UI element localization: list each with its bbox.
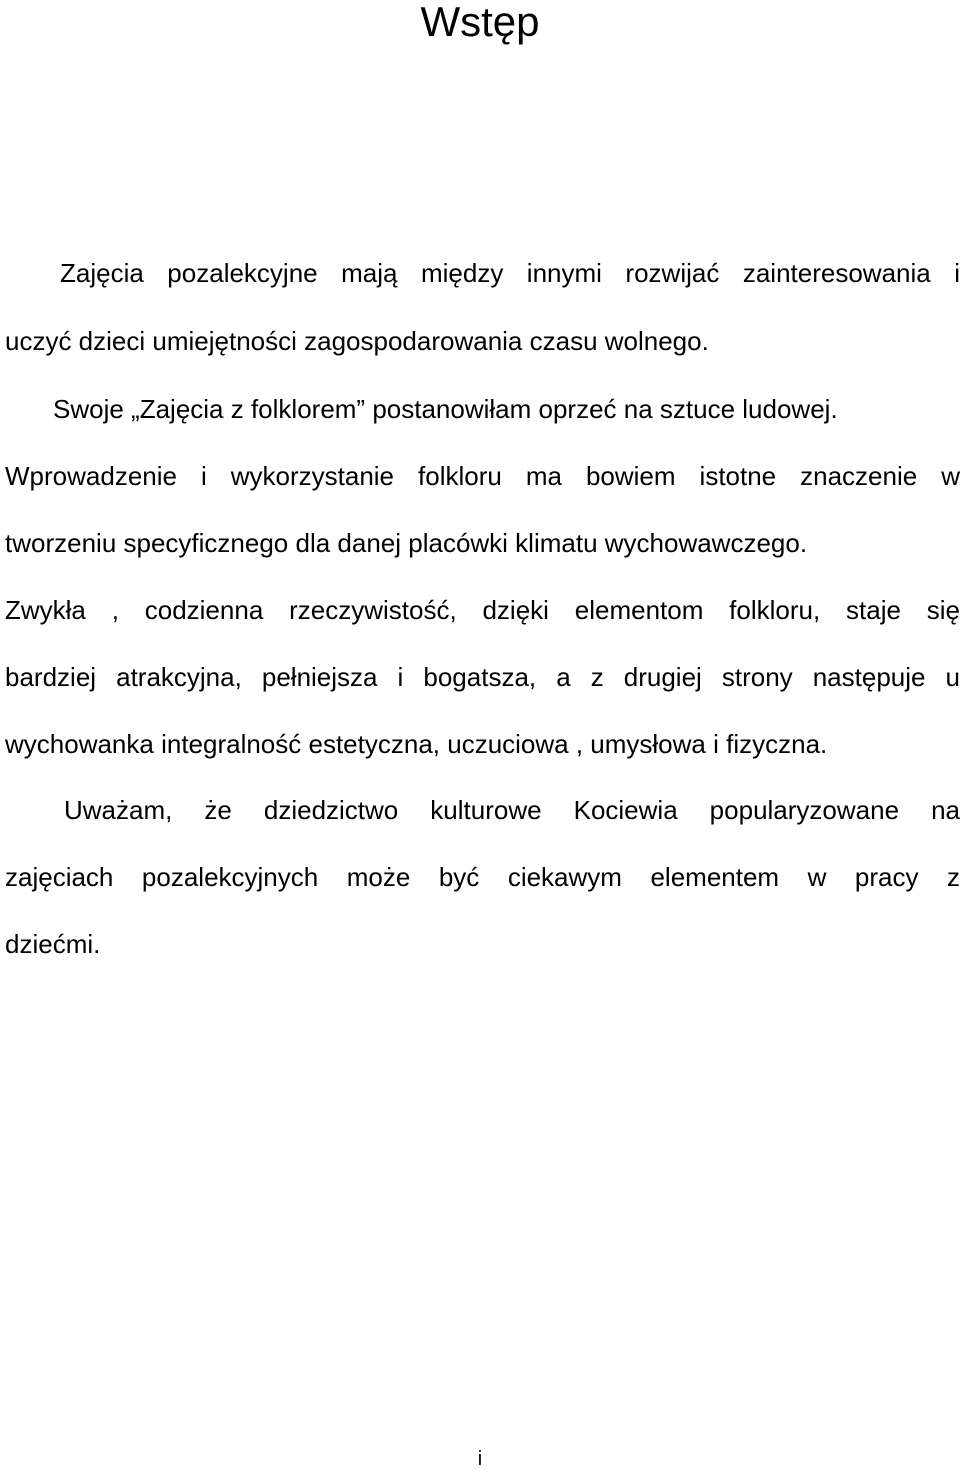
page-number: i — [477, 1448, 483, 1470]
text-line-6: Zwykła , codzienna rzeczywistość, dzięki elementom folkloru, staje się — [5, 595, 960, 625]
text-line-2: uczyć dzieci umiejętności zagospodarowania czasu wolnego. — [5, 326, 709, 356]
text-line-3: Swoje „Zajęcia z folklorem” postanowiłam oprzeć na sztuce ludowej. — [53, 394, 838, 424]
text-line-10: zajęciach pozalekcyjnych może być ciekawym elementem w pracy z — [5, 862, 960, 892]
text-line-1: Zajęcia pozalekcyjne mają między innymi rozwijać zainteresowania i — [60, 258, 960, 288]
text-line-9: Uważam, że dziedzictwo kulturowe Kociewia popularyzowane na — [64, 795, 960, 825]
text-line-4: Wprowadzenie i wykorzystanie folkloru ma bowiem istotne znaczenie w — [5, 461, 960, 491]
text-line-8: wychowanka integralność estetyczna, uczuciowa , umysłowa i fizyczna. — [5, 729, 828, 759]
text-line-11: dziećmi. — [5, 929, 101, 959]
text-line-7: bardziej atrakcyjna, pełniejsza i bogatsza, a z drugiej strony następuje u — [5, 662, 960, 692]
page-title: Wstęp — [420, 0, 540, 45]
text-line-5: tworzeniu specyficznego dla danej placówki klimatu wychowawczego. — [5, 528, 808, 558]
